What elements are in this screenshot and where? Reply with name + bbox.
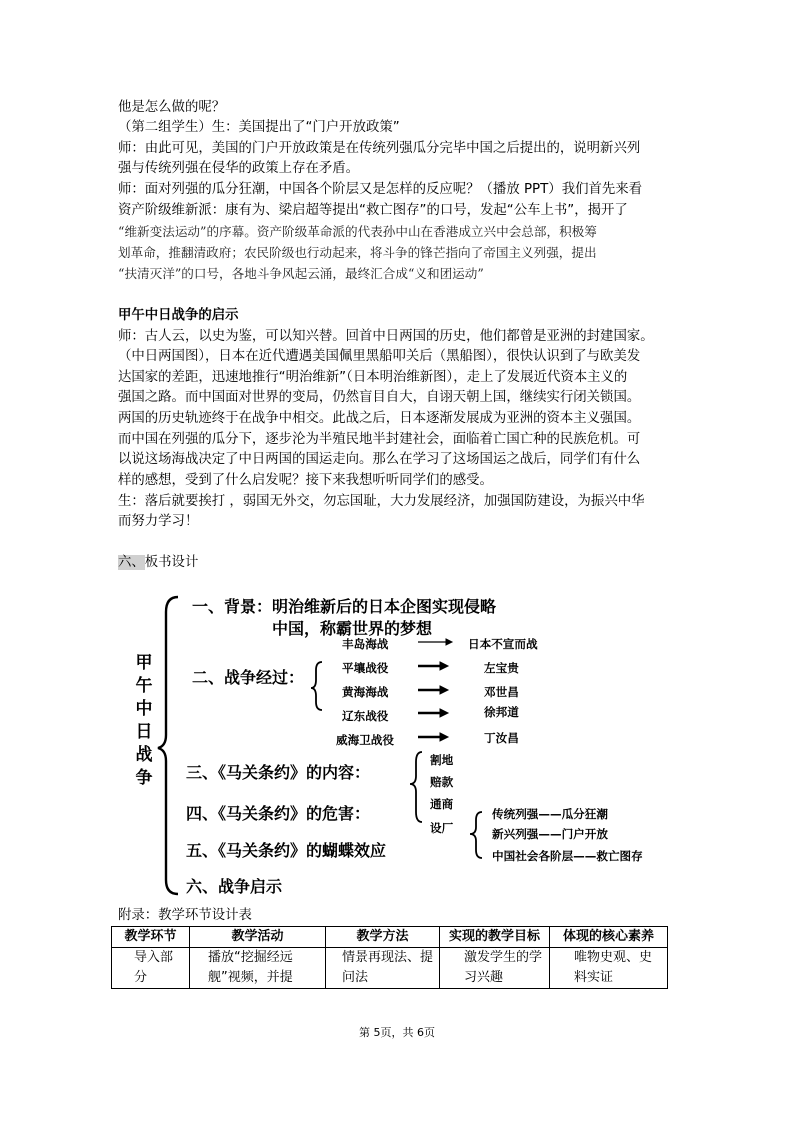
- battle-result: 左宝贵: [484, 661, 519, 675]
- table-cell: 激发学生的学习兴趣: [440, 948, 550, 989]
- table-header: 教学方法: [326, 927, 440, 948]
- table-header: 教学活动: [190, 927, 326, 948]
- board-item-3: 三、《马关条约》的内容：: [186, 763, 371, 782]
- paragraph-line: 以说这场海战决定了中日两国的国运走向。那么在学习了这场国运之战后，同学们有什么: [118, 452, 641, 467]
- paragraph-line: 师：古人云，以史为鉴，可以知兴替。回首中日两国的历史，他们都曾是亚洲的封建国家。: [118, 329, 654, 344]
- board-item-1: 一、背景：明治维新后的日本企图实现侵略: [192, 597, 497, 616]
- battle-label: 威海卫战役: [336, 733, 394, 747]
- battle-label: 辽东战役: [342, 709, 389, 723]
- paragraph-line: 生：落后就要挨打 ，弱国无外交，勿忘国耻，大力发展经济，加强国防建设，为振兴中华: [118, 494, 645, 509]
- paragraph-line: 样的感想，受到了什么启发呢？接下来我想听听同学们的感受。: [118, 473, 493, 488]
- paragraph-line: 达国家的差距，迅速地推行“明治维新”（日本明治维新图），走上了发展近代资本主义的: [118, 370, 628, 385]
- paragraph-line: 强与传统列强在侵华的政策上存在矛盾。: [118, 161, 360, 176]
- paragraph-line: “扶清灭洋”的口号，各地斗争风起云涌，最终汇合成“义和团运动”: [118, 266, 484, 281]
- treaty-term: 割地: [430, 753, 454, 767]
- treaty-term: 赔款: [430, 775, 454, 789]
- treaty-term: 通商: [430, 797, 454, 811]
- paragraph-line: 师：由此可见，美国的门户开放政策是在传统列强瓜分完毕中国之后提出的，说明新兴列: [118, 141, 641, 156]
- paragraph-line: 资产阶级维新派：康有为、梁启超等提出“救亡图存”的口号，发起“公车上书”，揭开了: [118, 203, 628, 218]
- table-cell: 唯物史观、史料实证: [550, 948, 668, 989]
- board-item-4: 四、《马关条约》的危害：: [186, 804, 371, 823]
- battle-result: 徐邦道: [484, 705, 519, 719]
- paragraph-line: 而中国在列强的瓜分下，逐步沦为半殖民地半封建社会，面临着亡国亡种的民族危机。可: [118, 432, 641, 447]
- page-footer: 第 5页，共 6页: [359, 1026, 435, 1039]
- table-cell: 导入部分: [112, 948, 190, 989]
- table-cell: 播放“挖掘经远舰”视频，并提: [190, 948, 326, 989]
- board-item-6: 六、战争启示: [186, 877, 283, 896]
- board-item-1-cont: 中国，称霸世界的梦想: [272, 619, 433, 638]
- effects-brace: [470, 812, 482, 858]
- heading-text: 板书设计: [144, 555, 199, 570]
- battle-label: 丰岛海战: [342, 637, 389, 651]
- board-item-5: 五、《马关条约》的蝴蝶效应: [186, 841, 387, 860]
- treaty-brace: [410, 752, 422, 822]
- heading-number: 六、: [118, 555, 145, 570]
- battle-result: 邓世昌: [484, 685, 519, 699]
- section-heading: 甲午中日战争的启示: [118, 308, 239, 323]
- board-item-2: 二、战争经过：: [192, 668, 305, 687]
- table-header-row: [112, 927, 668, 948]
- appendix-title: 附录：教学环节设计表: [118, 908, 252, 923]
- battles-brace: [311, 662, 322, 710]
- battle-arrows: [418, 639, 452, 741]
- table-header: 实现的教学目标: [440, 927, 550, 948]
- battle-result: 丁汝昌: [484, 731, 519, 745]
- paragraph-line: 他是怎么做的呢？: [118, 100, 226, 115]
- effect-item: 中国社会各阶层——救亡图存: [492, 849, 643, 863]
- treaty-term: 设厂: [430, 821, 454, 835]
- paragraph-line: 划革命，推翻清政府；农民阶级也行动起来，将斗争的锋芒指向了帝国主义列强，提出: [118, 245, 597, 260]
- board-design-heading: [118, 553, 678, 574]
- table-header: 教学环节: [112, 927, 190, 948]
- paragraph-line: 两国的历史轨迹终于在战争中相交。此战之后，日本逐渐发展成为亚洲的资本主义强国。: [118, 411, 641, 426]
- paragraph-line: 强国之路。而中国面对世界的变局，仍然盲目自大，自诩天朝上国，继续实行闭关锁国。: [118, 390, 641, 405]
- paragraph-line: 而努力学习！: [118, 514, 199, 529]
- paragraph-line: （中日两国图），日本在近代遭遇美国佩里黑船叩关后（黑船图），很快认识到了与欧美发: [118, 349, 641, 364]
- effect-item: 传统列强——瓜分狂潮: [492, 807, 608, 821]
- battle-label: 黄海海战: [342, 685, 389, 699]
- main-brace: [158, 597, 178, 894]
- board-title: 甲午中日战争: [135, 653, 153, 788]
- effect-item: 新兴列强——门户开放: [492, 827, 608, 841]
- teaching-table: [111, 926, 668, 989]
- battle-result: 日本不宣而战: [468, 637, 538, 651]
- paragraph-line: （第二组学生）生：美国提出了“门户开放政策”: [118, 120, 400, 135]
- battle-label: 平壤战役: [342, 661, 389, 675]
- table-cell: 情景再现法、提问法: [326, 948, 440, 989]
- table-row: [112, 948, 668, 989]
- paragraph-line: 师：面对列强的瓜分狂潮，中国各个阶层又是怎样的反应呢？（播放 PPT）我们首先来看: [118, 182, 643, 197]
- table-header: 体现的核心素养: [550, 927, 668, 948]
- paragraph-line: “维新变法运动”的序幕。资产阶级革命派的代表孙中山在香港成立兴中会总部，积极筹: [118, 224, 597, 239]
